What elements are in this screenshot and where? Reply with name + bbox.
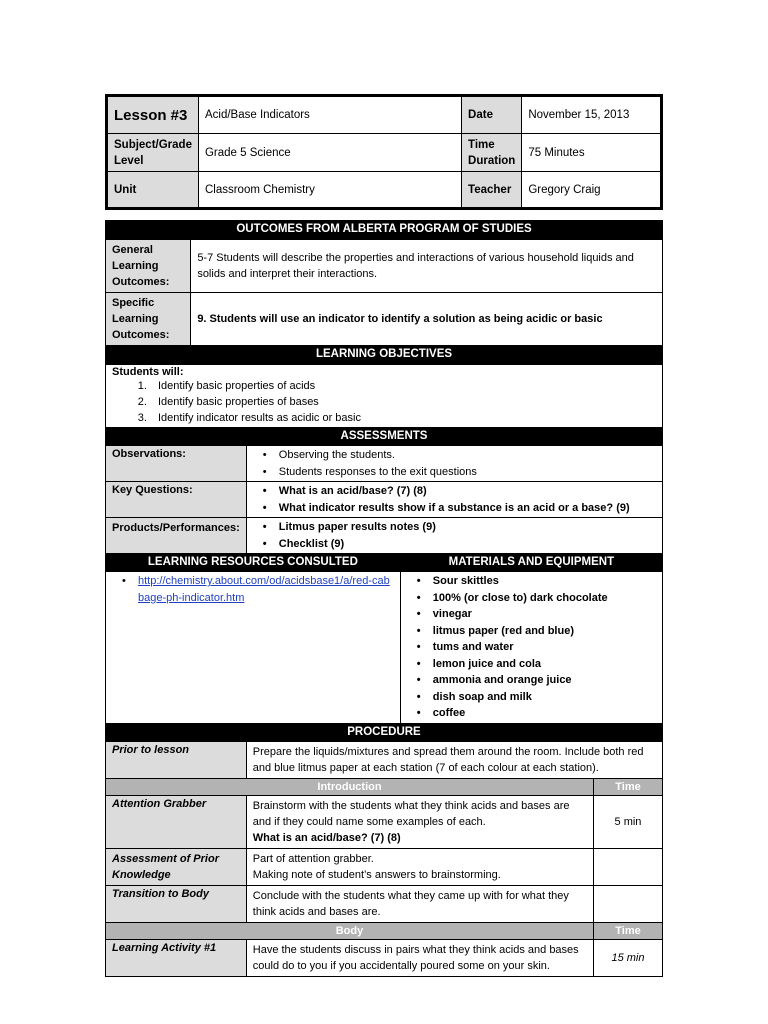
objectives-list — [112, 378, 656, 426]
unit-value: Classroom Chemistry — [198, 172, 461, 209]
general-outcomes-text: 5-7 Students will describe the properties and interactions of various household liquids and solids and interpret their interactions. — [191, 240, 663, 293]
prior-knowledge-line: Part of attention grabber. — [252, 852, 374, 865]
prior-knowledge-time — [593, 848, 662, 885]
resource-link[interactable]: http://chemistry.about.com/od/acidsbase1/a/red-cabbage-ph-indicator.htm — [138, 575, 390, 604]
material-item: • litmus paper (red and blue) — [423, 623, 656, 640]
objective-item: 1. Identify basic properties of acids — [150, 378, 656, 394]
introduction-time-heading: Time — [593, 778, 662, 795]
objective-item: 3. Identify indicator results as acidic or basic — [150, 410, 656, 426]
material-item: • 100% (or close to) dark chocolate — [423, 590, 656, 607]
product-item: • Checklist (9) — [269, 536, 656, 553]
lesson-plan-table — [105, 220, 663, 977]
material-item: • coffee — [423, 705, 656, 722]
prior-knowledge-line: Making note of student’s answers to brainstorming. — [252, 868, 501, 881]
attention-grabber-time: 5 min — [593, 795, 662, 848]
material-item: • Sour skittles — [423, 573, 656, 590]
date-value: November 15, 2013 — [522, 96, 662, 134]
specific-outcomes-text: 9. Students will use an indicator to identify a solution as being acidic or basic — [191, 293, 663, 346]
attention-grabber-label: Attention Grabber — [106, 795, 247, 848]
objectives-heading: LEARNING OBJECTIVES — [106, 346, 663, 365]
product-item: • Litmus paper results notes (9) — [269, 519, 656, 536]
transition-time — [593, 885, 662, 922]
specific-outcomes-label: Specific Learning Outcomes: — [106, 293, 191, 346]
subject-value: Grade 5 Science — [198, 134, 461, 172]
material-item: • lemon juice and cola — [423, 656, 656, 673]
date-label: Date — [462, 96, 522, 134]
objectives-intro: Students will: — [112, 366, 184, 378]
observations-label: Observations: — [106, 446, 247, 482]
material-item: • dish soap and milk — [423, 689, 656, 706]
general-outcomes-label: General Learning Outcomes: — [106, 240, 191, 293]
key-questions-label: Key Questions: — [106, 482, 247, 518]
assessments-heading: ASSESSMENTS — [106, 428, 663, 446]
resources-cell — [106, 572, 401, 724]
key-question-item: • What is an acid/base? (7) (8) — [269, 483, 656, 500]
teacher-label: Teacher — [462, 172, 522, 209]
material-item: • ammonia and orange juice — [423, 672, 656, 689]
procedure-heading: PROCEDURE — [106, 723, 663, 741]
lesson-number: Lesson #3 — [107, 96, 199, 134]
attention-grabber-text: Brainstorm with the students what they think acids and bases are and if they could name some examples of each. — [252, 799, 570, 828]
resources-heading: LEARNING RESOURCES CONSULTED — [106, 554, 401, 572]
products-label: Products/Performances: — [106, 518, 247, 554]
materials-heading: MATERIALS AND EQUIPMENT — [400, 554, 662, 572]
introduction-heading: Introduction — [106, 778, 594, 795]
objective-item: 2. Identify basic properties of bases — [150, 394, 656, 410]
products-cell — [246, 518, 662, 554]
observation-item: • Observing the students. — [269, 447, 656, 464]
key-questions-cell — [246, 482, 662, 518]
teacher-value: Gregory Craig — [522, 172, 662, 209]
body-time-heading: Time — [593, 922, 662, 939]
subject-label: Subject/Grade Level — [107, 134, 199, 172]
time-label: Time Duration — [462, 134, 522, 172]
transition-text: Conclude with the students what they came up with for what they think acids and bases are. — [246, 885, 593, 922]
material-item: • vinegar — [423, 606, 656, 623]
materials-cell — [400, 572, 662, 724]
lesson-header-table — [105, 94, 663, 210]
objectives-block — [106, 365, 663, 428]
prior-knowledge-label: Assessment of Prior Knowledge — [106, 848, 247, 885]
transition-label: Transition to Body — [106, 885, 247, 922]
key-question-item: • What indicator results show if a substance is an acid or a base? (9) — [269, 500, 656, 517]
observations-cell — [246, 446, 662, 482]
time-value: 75 Minutes — [522, 134, 662, 172]
attention-grabber-cell — [246, 795, 593, 848]
material-item: • tums and water — [423, 639, 656, 656]
learning-activity-label: Learning Activity #1 — [106, 939, 247, 976]
learning-activity-time: 15 min — [593, 939, 662, 976]
observation-item: • Students responses to the exit questions — [269, 464, 656, 481]
prior-knowledge-cell — [246, 848, 593, 885]
attention-grabber-question: What is an acid/base? (7) (8) — [252, 831, 401, 844]
prior-to-lesson-label: Prior to lesson — [106, 741, 247, 778]
prior-to-lesson-text: Prepare the liquids/mixtures and spread them around the room. Include both red and blue litmus paper at each station (7 of each colour at each station). — [246, 741, 662, 778]
outcomes-heading: OUTCOMES FROM ALBERTA PROGRAM OF STUDIES — [106, 221, 663, 240]
learning-activity-text: Have the students discuss in pairs what they think acids and bases could do to you if you accidentally poured some on your skin. — [246, 939, 593, 976]
unit-label: Unit — [107, 172, 199, 209]
lesson-topic: Acid/Base Indicators — [198, 96, 461, 134]
body-heading: Body — [106, 922, 594, 939]
